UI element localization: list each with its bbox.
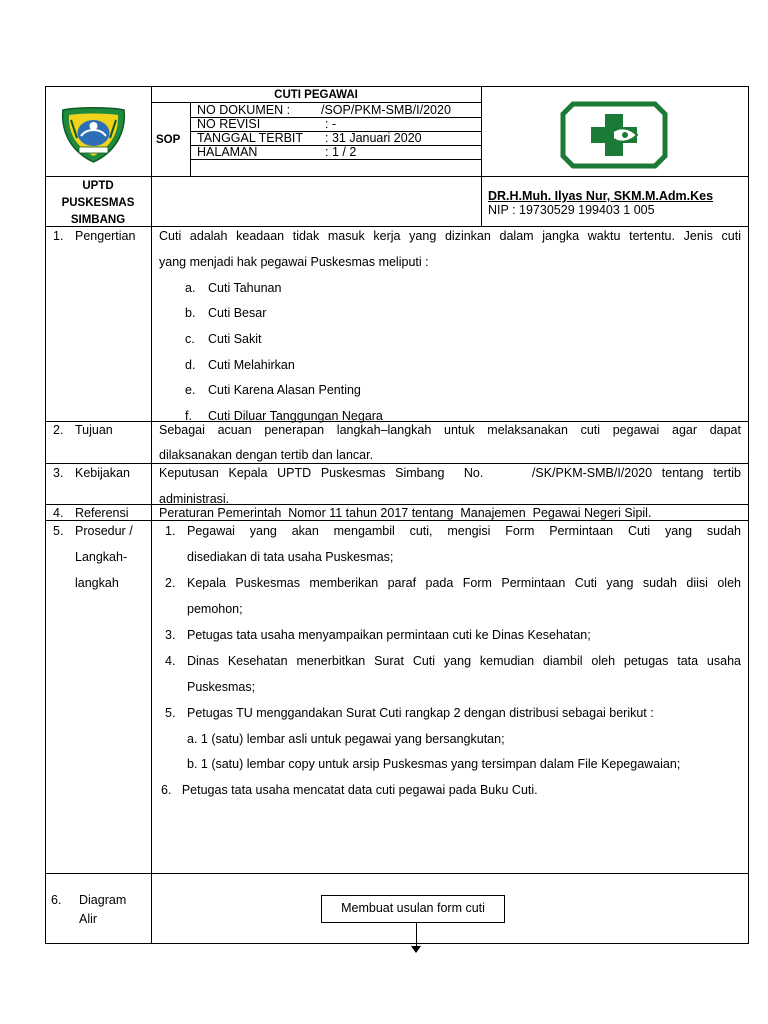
section-number: 4. [53, 506, 64, 520]
step-number: 4. [165, 654, 176, 668]
step-text: Dinas Kesehatan menerbitkan Surat Cuti yang kemudian diambil oleh petugas tata usaha [187, 654, 741, 668]
list-marker: d. [185, 358, 196, 372]
signer-nip: NIP : 19730529 199403 1 005 [488, 203, 655, 217]
list-item: Cuti Tahunan [208, 281, 282, 295]
section-label-kebijakan: Kebijakan [75, 466, 130, 480]
step-number: 2. [165, 576, 176, 590]
step-number: 5. [165, 706, 176, 720]
arrow-down-icon [411, 946, 421, 953]
section-number: 2. [53, 423, 64, 437]
list-item: Cuti Besar [208, 306, 267, 320]
step-text: Petugas TU menggandakan Surat Cuti rangkap 2 dengan distribusi sebagai berikut : [187, 706, 654, 720]
list-item: Cuti Diluar Tanggungan Negara [208, 409, 383, 423]
list-marker: c. [185, 332, 195, 346]
list-item: Cuti Karena Alasan Penting [208, 383, 361, 397]
section-label-tujuan: Tujuan [75, 423, 113, 437]
step-text: Petugas tata usaha menyampaikan permintaan cuti ke Dinas Kesehatan; [187, 628, 591, 642]
section-number: 6. [51, 893, 62, 907]
step-text: Kepala Puskesmas memberikan paraf pada Form Permintaan Cuti yang sudah diisi oleh [187, 576, 741, 590]
substep-text: b. 1 (satu) lembar copy untuk arsip Puskesmas yang tersimpan dalam File Kepegawaian; [187, 757, 681, 771]
pengertian-text-line-1: Cuti adalah keadaan tidak masuk kerja yang dizinkan dalam jangka waktu tertentu. Jenis cuti [159, 229, 741, 243]
step-text-cont: pemohon; [187, 602, 243, 616]
tujuan-text-line-1: Sebagai acuan penerapan langkah–langkah untuk melaksanakan cuti pegawai agar dapat [159, 423, 741, 437]
kebijakan-text-line-2: administrasi. [159, 492, 230, 506]
org-line-3: SIMBANG [70, 214, 126, 226]
step-number: 3. [165, 628, 176, 642]
section-number: 5. [53, 524, 64, 538]
doc-row-date: TANGGAL TERBIT : 31 Januari 2020 [197, 131, 422, 145]
list-marker: a. [185, 281, 196, 295]
sop-label: SOP [156, 134, 181, 146]
doc-row-page: HALAMAN : 1 / 2 [197, 145, 357, 159]
doc-row-revision: NO REVISI : - [197, 117, 337, 131]
step-text: 6. Petugas tata usaha mencatat data cuti pegawai pada Buku Cuti. [161, 783, 538, 797]
org-line-1: UPTD [82, 180, 114, 192]
org-line-2: PUSKESMAS [61, 197, 135, 209]
section-label-pengertian: Pengertian [75, 229, 136, 243]
flowchart-box-start: Membuat usulan form cuti [321, 895, 505, 923]
substep-text: a. 1 (satu) lembar asli untuk pegawai yang bersangkutan; [187, 732, 505, 746]
section-number: 1. [53, 229, 64, 243]
list-marker: f. [185, 409, 192, 423]
section-label-diagram-1: Diagram [79, 893, 127, 907]
list-marker: e. [185, 383, 196, 397]
section-label-prosedur-2: Langkah- [75, 550, 128, 564]
tujuan-text-line-2: dilaksanakan dengan tertib dan lancar. [159, 448, 374, 462]
referensi-text: Peraturan Pemerintah Nomor 11 tahun 2017 tentang Manajemen Pegawai Negeri Sipil. [159, 506, 652, 520]
section-label-diagram-2: Alir [79, 912, 98, 926]
list-item: Cuti Melahirkan [208, 358, 295, 372]
step-text-cont: Puskesmas; [187, 680, 256, 694]
puskesmas-cross-icon [559, 100, 669, 170]
document-title: CUTI PEGAWAI [274, 89, 358, 101]
signer-name: DR.H.Muh. Ilyas Nur, SKM.M.Adm.Kes [488, 189, 714, 203]
section-label-referensi: Referensi [75, 506, 129, 520]
section-number: 3. [53, 466, 64, 480]
pengertian-text-line-2: yang menjadi hak pegawai Puskesmas meliputi : [159, 255, 429, 269]
section-label-prosedur-1: Prosedur / [75, 524, 133, 538]
list-item: Cuti Sakit [208, 332, 262, 346]
step-text: Pegawai yang akan mengambil cuti, mengisi Form Permintaan Cuti yang sudah [187, 524, 741, 538]
list-marker: b. [185, 306, 196, 320]
section-label-prosedur-3: langkah [75, 576, 119, 590]
doc-row-number: NO DOKUMEN : /SOP/PKM-SMB/I/2020 [197, 103, 451, 117]
district-emblem-icon [57, 106, 130, 164]
step-number: 1. [165, 524, 176, 538]
kebijakan-text-line-1: Keputusan Kepala UPTD Puskesmas Simbang No. /SK/PKM-SMB/I/2020 tentang tertib [159, 466, 741, 480]
step-text-cont: disediakan di tata usaha Puskesmas; [187, 550, 394, 564]
flowchart-connector [416, 923, 417, 948]
